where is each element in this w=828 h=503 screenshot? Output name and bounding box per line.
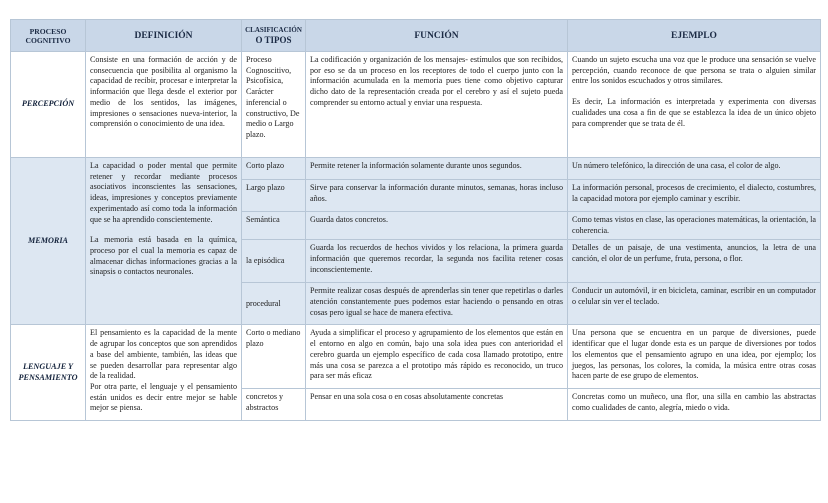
funcion-lenguaje-corto: Ayuda a simplificar el proceso y agrupamiento de los elementos que están en el entorno en algo en común, bajo una sola idea pues con anterioridad el cerebro guarda un ejemplo específico de cada cosa llamado prototipo, entre más una cosa se parezca a el prototipo más rápido es reconocido, un truco para ser más eficaz (306, 325, 568, 389)
definicion-memoria-1: La capacidad o poder mental que permite retener y recordar mediante procesos asociativos inconscientes las sensaciones, ideas, impresiones y conceptos previamente experimentado así como toda la información que se ha aprendido conscientemente. (90, 161, 237, 224)
tipo-memoria-procedural: procedural (242, 283, 306, 325)
header-proceso: PROCESO COGNITIVO (11, 20, 86, 52)
ejemplo-memoria-procedural: Conducir un automóvil, ir en bicicleta, caminar, escribir en un computador o celular sin ver el teclado. (568, 283, 821, 325)
funcion-memoria-episodica: Guarda los recuerdos de hechos vividos y los relaciona, la primera guarda información que queremos recordar, la segunda nos facilita retener cosas inconscientemente. (306, 240, 568, 283)
header-clasificacion-small: CLASIFICACIÓN (245, 26, 302, 34)
tipo-memoria-semantica: Semántica (242, 212, 306, 240)
funcion-memoria-largo: Sirve para conservar la información durante minutos, semanas, horas incluso años. (306, 180, 568, 212)
proceso-percepcion: PERCEPCIÓN (11, 52, 86, 158)
row-lenguaje-corto (11, 325, 821, 389)
funcion-memoria-corto: Permite retener la información solamente durante unos segundos. (306, 158, 568, 180)
header-ejemplo: EJEMPLO (568, 20, 821, 52)
proceso-memoria: MEMORIA (11, 158, 86, 325)
definicion-percepcion: Consiste en una formación de acción y de consecuencia que posibilita al organismo la capacidad de recibir, procesar e interpretar la información que llega desde el exterior por medio de los sentidos, las imágenes, impresiones o sensaciones nueva-interior, la comprensión o conocimiento de una idea. (86, 52, 242, 158)
header-definicion: DEFINICIÓN (86, 20, 242, 52)
tipo-memoria-corto: Corto plazo (242, 158, 306, 180)
ejemplo-memoria-episodica: Detalles de un paisaje, de una vestimenta, anuncios, la letra de una canción, el olor de un perfume, fruta, persona, o flor. (568, 240, 821, 283)
tipo-percepcion: Proceso Cognoscitivo, Psicofísica, Carácter inferencial o constructivo, De medio o Largo plazo. (242, 52, 306, 158)
ejemplo-memoria-corto: Un número telefónico, la dirección de una casa, el color de algo. (568, 158, 821, 180)
tipo-lenguaje-corto: Corto o mediano plazo (242, 325, 306, 389)
definicion-memoria (86, 158, 242, 325)
definicion-lenguaje (86, 325, 242, 421)
definicion-lenguaje-1: El pensamiento es la capacidad de la mente de agrupar los conceptos que son aprendidos a base del ambiente, también, las ideas que se pueden desarrollar para representar algo de la realidad. (90, 328, 237, 381)
proceso-lenguaje: LENGUAJE Y PENSAMIENTO (11, 325, 86, 421)
ejemplo-percepcion-2: Es decir, La información es interpretada y experimenta con diversas cualidades una cosa a fin de que se establezca la idea de un único objeto para comprender que se trata de él. (572, 97, 816, 128)
ejemplo-lenguaje-concretos: Concretas como un muñeco, una flor, una silla en cambio las abstractas como cualidades de canto, alegría, miedo o vida. (568, 389, 821, 421)
definicion-lenguaje-2: Por otra parte, el lenguaje y el pensamiento están unidos es decir entre mejor se hable mejor se piensa. (90, 381, 237, 413)
ejemplo-percepcion-1: Cuando un sujeto escucha una voz que le produce una sensación se vuelve percepción, cuando reconoce de que persona se trata o alguien similar entre los sonidos escuchados y otros similares. (572, 55, 816, 86)
funcion-percepcion: La codificación y organización de los mensajes- estímulos que son recibidos, por eso se da un proceso en los receptores de todo el cuerpo junto con la información acumulada en la memoria pues tiene como objetivo capturar dicho dato de la representación creada por el cerebro y así el sujeto pueda comprender su entorno actual y enviar una respuesta. (306, 52, 568, 158)
tipo-lenguaje-concretos: concretos y abstractos (242, 389, 306, 421)
header-clasificacion-big: O TIPOS (255, 35, 292, 45)
ejemplo-memoria-semantica: Como temas vistos en clase, las operaciones matemáticas, la orientación, la coherencia. (568, 212, 821, 240)
tipo-memoria-largo: Largo plazo (242, 180, 306, 212)
funcion-lenguaje-concretos: Pensar en una sola cosa o en cosas absolutamente concretas (306, 389, 568, 421)
header-clasificacion (242, 20, 306, 52)
funcion-memoria-procedural: Permite realizar cosas después de aprenderlas sin tener que repetirlas o darles atención constantemente pues podemos estar haciendo o pensando en otras cosas pero igual se hace de manera efectiva. (306, 283, 568, 325)
cognitive-processes-table (10, 19, 821, 421)
header-row (11, 20, 821, 52)
ejemplo-memoria-largo: La información personal, procesos de crecimiento, el dialecto, costumbres, la capacidad motora por ejemplo caminar y escribir. (568, 180, 821, 212)
tipo-memoria-episodica: la episódica (242, 240, 306, 283)
funcion-memoria-semantica: Guarda datos concretos. (306, 212, 568, 240)
definicion-memoria-2: La memoria está basada en la química, proceso por el cual la memoria es capaz de almacenar dichas informaciones gracias a la sinapsis o contactos neuronales. (90, 235, 237, 277)
ejemplo-percepcion (568, 52, 821, 158)
ejemplo-lenguaje-corto: Una persona que se encuentra en un parque de diversiones, puede identificar que el lugar donde esta es un parque de diversiones por todos los elementos que el pensamiento agrupo en una idea, por ejemplo; los juegos, las personas, los colores, la comida, la música entre otras cosas hacen parte de ese grupo de elementos. (568, 325, 821, 389)
row-memoria-corto (11, 158, 821, 180)
header-funcion: FUNCIÓN (306, 20, 568, 52)
row-percepcion (11, 52, 821, 158)
